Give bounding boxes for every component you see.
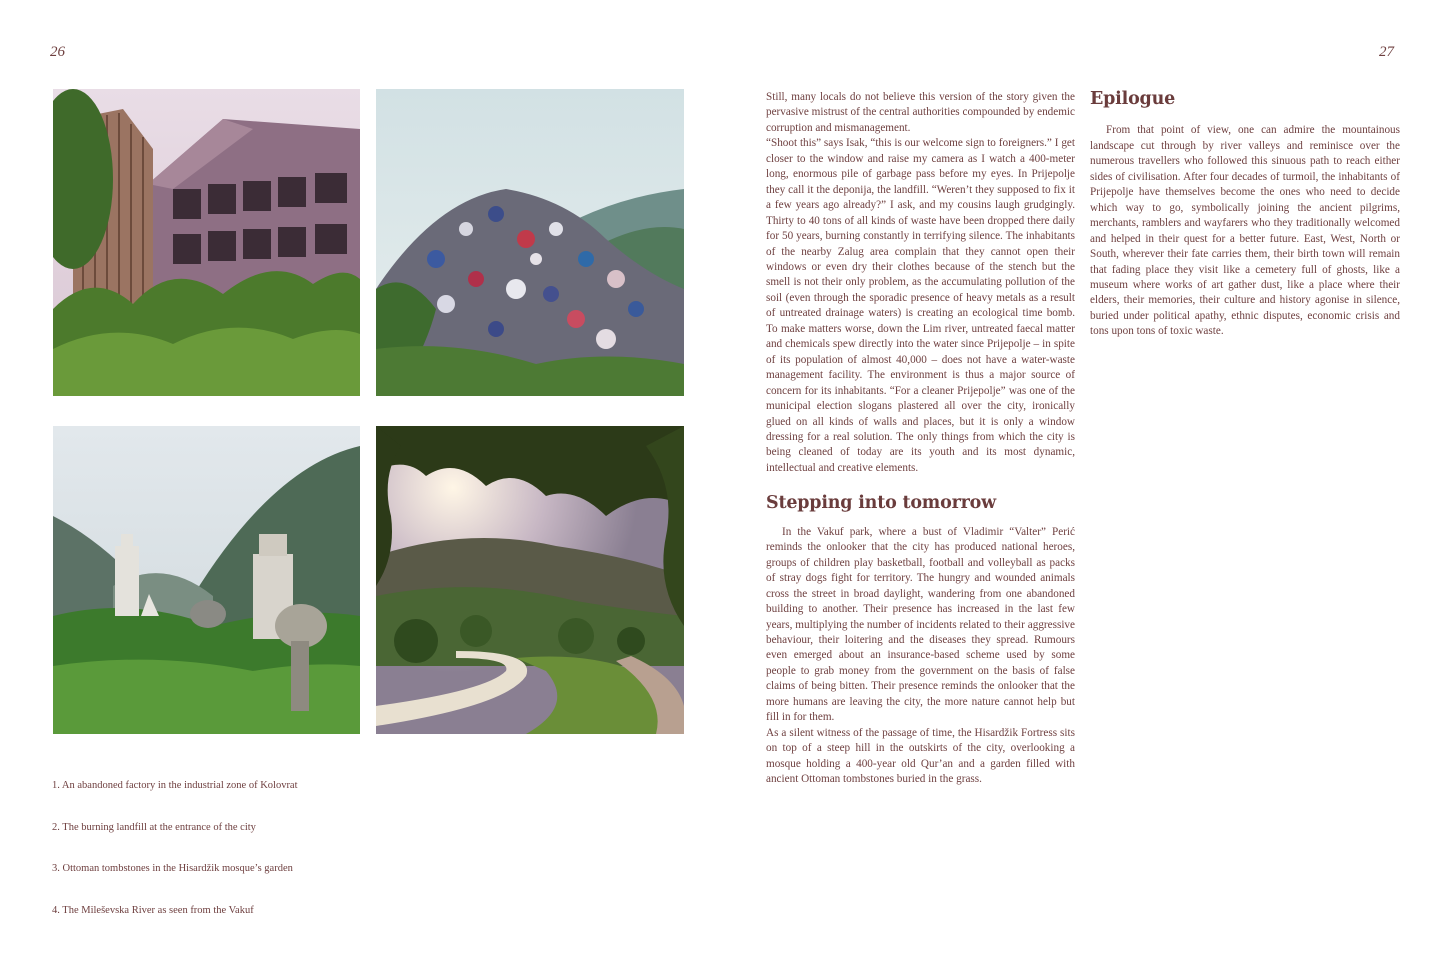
caption-1: 1. An abandoned factory in the industrial zone of Kolovrat bbox=[52, 780, 298, 791]
caption-4: 4. The Mileševska River as seen from the Vakuf bbox=[52, 905, 254, 916]
paragraph: From that point of view, one can admire the mountainous landscape cut through by river valleys and reminisce over the numerous travellers who followed this sinuous path to reach either sides of civilisation. After four decades of turmoil, the inhabitants of Prijepolje have themselves become the ones who need to decide which way to go, symbolically joining the ancient pilgrims, merchants, ramblers and wayfarers who they traditionally welcomed and helped in their quest for a better future. East, West, North or South, wherever their fate carries them, their birth town will remain that fading place they visit like a cemetery full of ghosts, like a museum where works of art gather dust, like a place where their elders, their memories, their culture and history agonise in silence, buried under political apathy, ethnic disputes, economic crisis and tons upon tons of toxic waste. bbox=[1090, 124, 1400, 338]
paragraph: In the Vakuf park, where a bust of Vladimir “Valter” Perić reminds the onlooker that the city has produced national heroes, groups of children play basketball, football and volleyball as packs of stray dogs fight for territory. The hungry and wounded animals cross the street in broad daylight, wandering from one abandoned building to another. Their presence has increased in the last few years, multiplying the number of incidents related to their aggressive behaviour, their loitering and the diseases they spread. Rumours even emerged about an insurance-based scheme used by some people to grab money from the government on the basis of false claims of being bitten. Their presence reminds the onlooker that the more humans are leaving the city, the more nature cannot help but fill in for them. bbox=[766, 525, 1075, 724]
page-number-left: 26 bbox=[50, 44, 65, 60]
article-column-left bbox=[766, 90, 1075, 787]
ottoman-tombstones-photo bbox=[53, 426, 360, 734]
section-heading-epilogue: Epilogue bbox=[1090, 89, 1176, 109]
caption-3: 3. Ottoman tombstones in the Hisardžik mosque’s garden bbox=[52, 863, 293, 874]
paragraph: Still, many locals do not believe this version of the story given the pervasive mistrust of the central authorities compounded by endemic corruption and mismanagement. bbox=[766, 91, 1075, 134]
caption-2: 2. The burning landfill at the entrance of the city bbox=[52, 822, 256, 833]
article-column-right bbox=[1090, 90, 1400, 340]
section-heading-stepping-into-tomorrow: Stepping into tomorrow bbox=[766, 493, 996, 514]
page-number-right: 27 bbox=[1379, 44, 1394, 60]
milesevska-river-photo bbox=[376, 426, 684, 734]
paragraph: As a silent witness of the passage of time, the Hisardžik Fortress sits on top of a steep hill in the outskirts of the city, overlooking a mosque holding a 400-year old Qur’an and a garden filled with ancient Ottoman tombstones buried in the grass. bbox=[766, 726, 1075, 786]
burning-landfill-photo bbox=[376, 89, 684, 396]
paragraph: “Shoot this” says Isak, “this is our welcome sign to foreigners.” I get closer to the window and raise my camera as I watch a 400-meter long, enormous pile of garbage pass before my eyes. In Prijepolje they call it the deponija, the landfill. “Weren’t they supposed to fix it a few years ago already?” I ask, and my cousins laugh grudgingly. Thirty to 40 tons of all kinds of waste have been dropped there daily for 50 years, burning constantly in terrifying silence. The inhabitants of the nearby Zalug area complain that they cannot open their windows or even dry their clothes because of the stench but the smell is not their only problem, as the accumulating pollution of the soil (even through the sporadic presence of heavy metals as a result of untreated drainage waters) is creating an ecological time bomb. To make matters worse, down the Lim river, untreated faecal matter and chemicals spew directly into the water since Prijepolje – in spite of its population of almost 40,000 – does not have a water-waste management facility. The environment is thus a major source of concern for its inhabitants. “For a cleaner Prijepolje” was one of the municipal election slogans plastered all over the city, ironically glued on all kinds of walls and places, but it is only a window dressing for a real solution. The only things from which the city is being cleaned of today are its youth and its most dynamic, intellectual and creative elements. bbox=[766, 137, 1075, 474]
abandoned-factory-photo bbox=[53, 89, 360, 396]
